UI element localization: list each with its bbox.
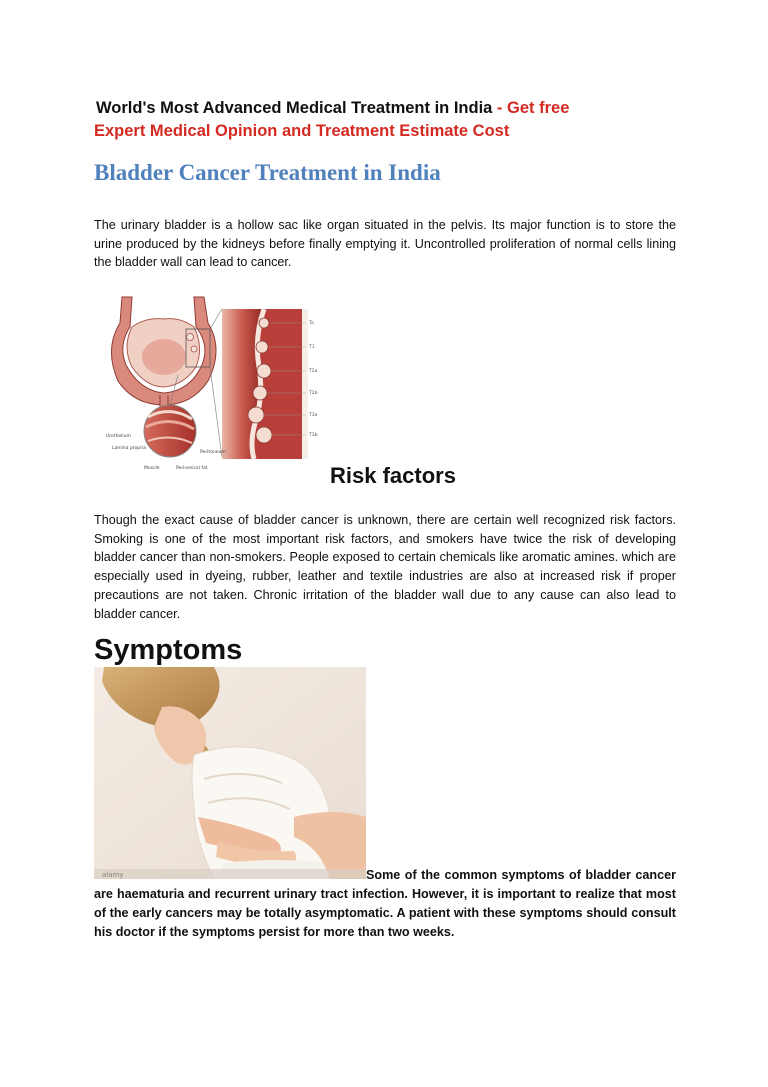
stage-label: T2b [309, 391, 318, 396]
banner-separator: - [492, 99, 508, 117]
page-title: Bladder Cancer Treatment in India [94, 160, 441, 185]
layer-label: Urothelium [106, 434, 131, 439]
stage-label: T1 [309, 345, 315, 350]
photo-watermark: alamy [102, 871, 124, 879]
stage-label: Ta [309, 321, 314, 326]
banner-cta-link[interactable]: Get free [507, 99, 570, 117]
bladder-anatomy-figure [104, 287, 334, 473]
layer-label: Perivesical fat [176, 466, 208, 471]
layer-label: Muscle [144, 466, 160, 471]
banner-cta-link-continued[interactable]: Expert Medical Opinion and Treatment Estimate Cost [94, 122, 510, 140]
promo-banner [94, 97, 684, 143]
risk-factors-heading: Risk factors [330, 463, 456, 488]
symptoms-heading: Symptoms [94, 634, 243, 666]
stage-label: T3b [309, 433, 318, 438]
layer-label: Peritoneum [200, 450, 226, 455]
patient-photo [94, 667, 366, 879]
stage-label: T2a [309, 369, 318, 374]
intro-paragraph: The urinary bladder is a hollow sac like organ situated in the pelvis. Its major function is to store the urine produced by the kidneys before finally emptying it. Uncontrolled proliferation of normal cells lining the bladder wall can lead to cancer. [94, 218, 676, 270]
risk-factors-paragraph: Though the exact cause of bladder cancer is unknown, there are certain well recognized risk factors. Smoking is one of the most important risk factors, and smokers have twice the risk of developing bladder cancer than non-smokers. People exposed to certain chemicals like aromatic amines. which are especially used in dyeing, rubber, leather and textile industries are also at increased risk if proper precautions are not taken. Chronic irritation of the bladder wall due to any cause can also lead to bladder cancer. [94, 513, 676, 621]
symptoms-paragraph: Some of the common symptoms of bladder cancer are haematuria and recurrent urinary tract infection. However, it is important to realize that most of the early cancers may be totally asymptomatic. A patient with these symptoms should consult his doctor if the symptoms persist for more than two weeks. [94, 868, 676, 939]
banner-title: World's Most Advanced Medical Treatment in India [96, 99, 493, 117]
stage-label: T3a [309, 413, 318, 418]
layer-label: Lamina propria [112, 446, 147, 451]
